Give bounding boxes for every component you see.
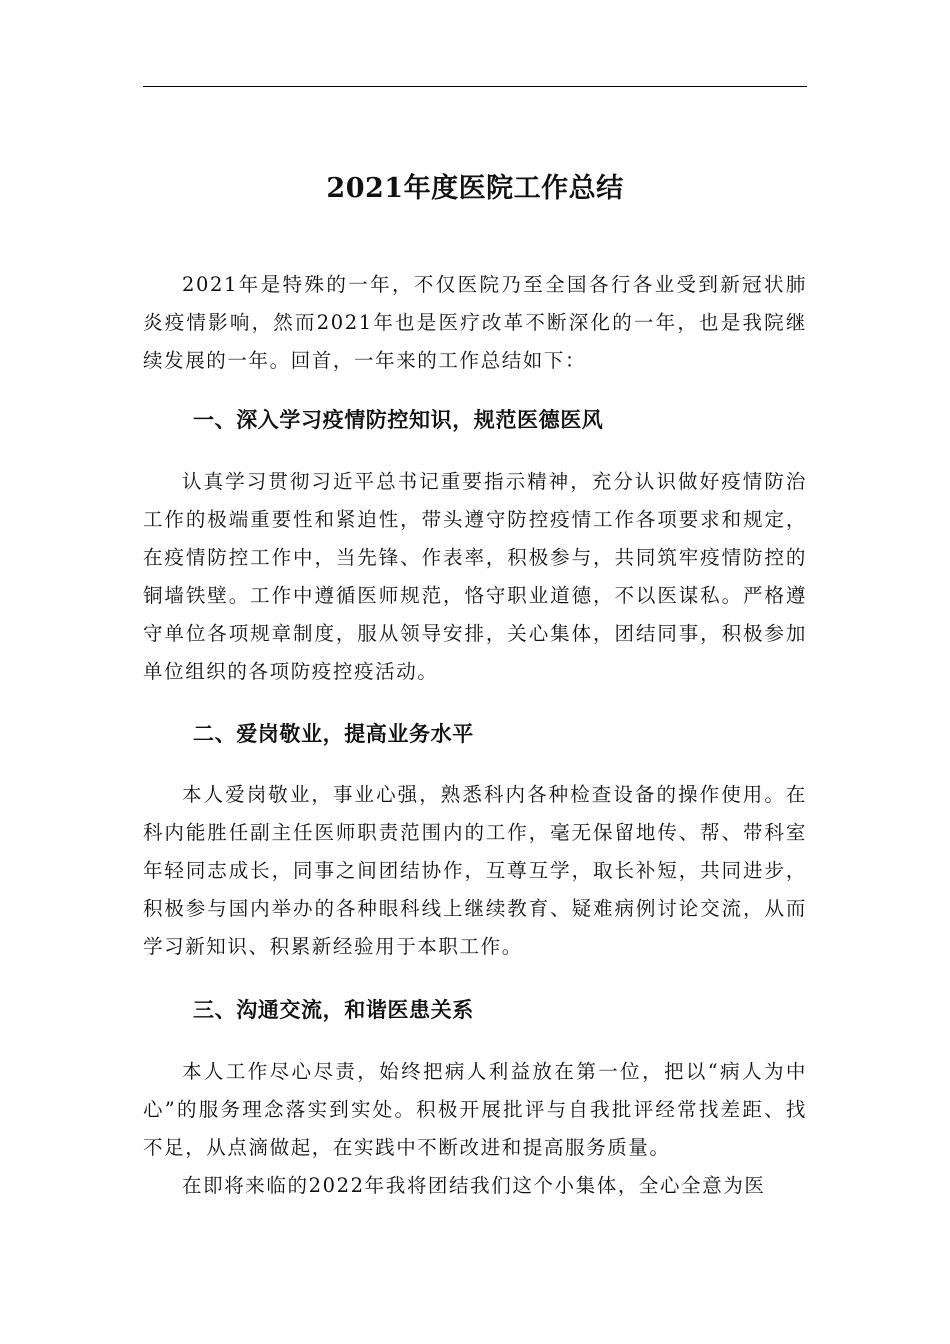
closing-paragraph: 在即将来临的2022年我将团结我们这个小集体，全心全意为医 [182, 1174, 766, 1197]
section-heading-3: 三、沟通交流，和谐医患关系 [193, 998, 474, 1022]
section-heading-1: 一、深入学习疫情防控知识，规范医德医风 [193, 408, 604, 432]
intro-paragraph: 2021年是特殊的一年，不仅医院乃至全国各行各业受到新冠状肺炎疫情影响，然而2021年也是医疗改革不断深化的一年，也是我院继续发展的一年。回首，一年来的工作总结如下： [143, 273, 807, 372]
section-heading-2: 二、爱岗敬业，提高业务水平 [193, 722, 474, 746]
section-body-1: 认真学习贯彻习近平总书记重要指示精神，充分认识做好疫情防治工作的极端重要性和紧迫性，带头遵守防控疫情工作各项要求和规定，在疫情防控工作中，当先锋、作表率，积极参与，共同筑牢疫情防控的铜墙铁壁。工作中遵循医师规范，恪守职业道德，不以医谋私。严格遵守单位各项规章制度，服从领导安排，关心集体，团结同事，积极参加单位组织的各项防疫控疫活动。 [143, 470, 807, 683]
section-body-3: 本人工作尽心尽责，始终把病人利益放在第一位，把以“病人为中心”的服务理念落实到实处。积极开展批评与自我批评经常找差距、找不足，从点滴做起，在实践中不断改进和提高服务质量。 [143, 1060, 807, 1159]
section-body-2: 本人爱岗敬业，事业心强，熟悉科内各种检查设备的操作使用。在科内能胜任副主任医师职责范围内的工作，毫无保留地传、帮、带科室年轻同志成长，同事之间团结协作，互尊互学，取长补短，共同进步，积极参与国内举办的各种眼科线上继续教育、疑难病例讨论交流，从而学习新知识、积累新经验用于本职工作。 [143, 783, 807, 958]
document-title: 2021年度医院工作总结 [326, 173, 624, 204]
header-rule [143, 86, 807, 87]
